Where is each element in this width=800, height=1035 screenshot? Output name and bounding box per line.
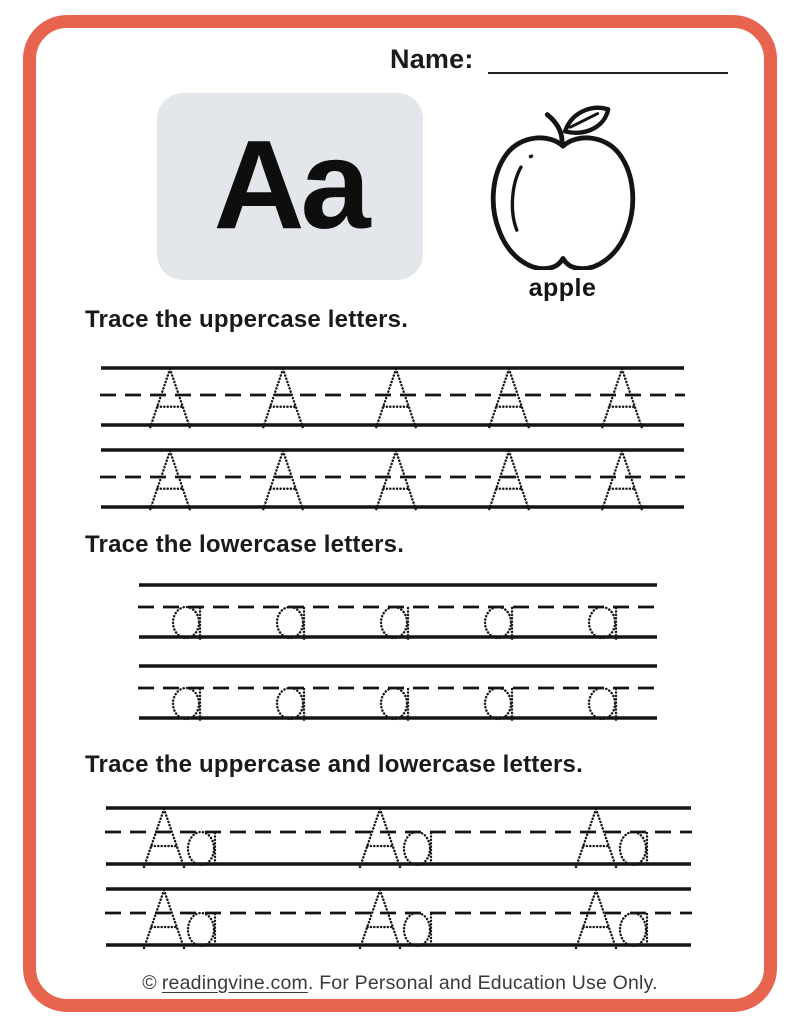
section-heading-lowercase: Trace the lowercase letters.	[85, 531, 405, 558]
name-row	[390, 44, 728, 74]
vocab-word: apple	[528, 274, 597, 302]
trace-row-mixed-2	[105, 887, 692, 960]
apple-icon	[484, 102, 642, 270]
trace-row-uppercase-1	[100, 366, 685, 441]
letter-card-text: Aa	[213, 113, 367, 255]
name-label: Name:	[390, 44, 474, 74]
trace-row-lowercase-1	[138, 583, 658, 654]
footer-text: . For Personal and Education Use Only.	[307, 972, 658, 994]
trace-row-lowercase-2	[138, 664, 658, 735]
section-heading-mixed: Trace the uppercase and lowercase letters.	[85, 751, 583, 778]
letter-card	[157, 93, 423, 280]
name-input-line[interactable]	[488, 45, 728, 74]
copyright-symbol: ©	[142, 972, 157, 994]
apple-figure	[480, 102, 645, 303]
trace-row-uppercase-2	[100, 448, 685, 523]
section-heading-uppercase: Trace the uppercase letters.	[85, 306, 409, 333]
trace-row-mixed-1	[105, 806, 692, 879]
footer	[0, 972, 800, 995]
footer-link[interactable]: readingvine.com	[161, 972, 308, 994]
